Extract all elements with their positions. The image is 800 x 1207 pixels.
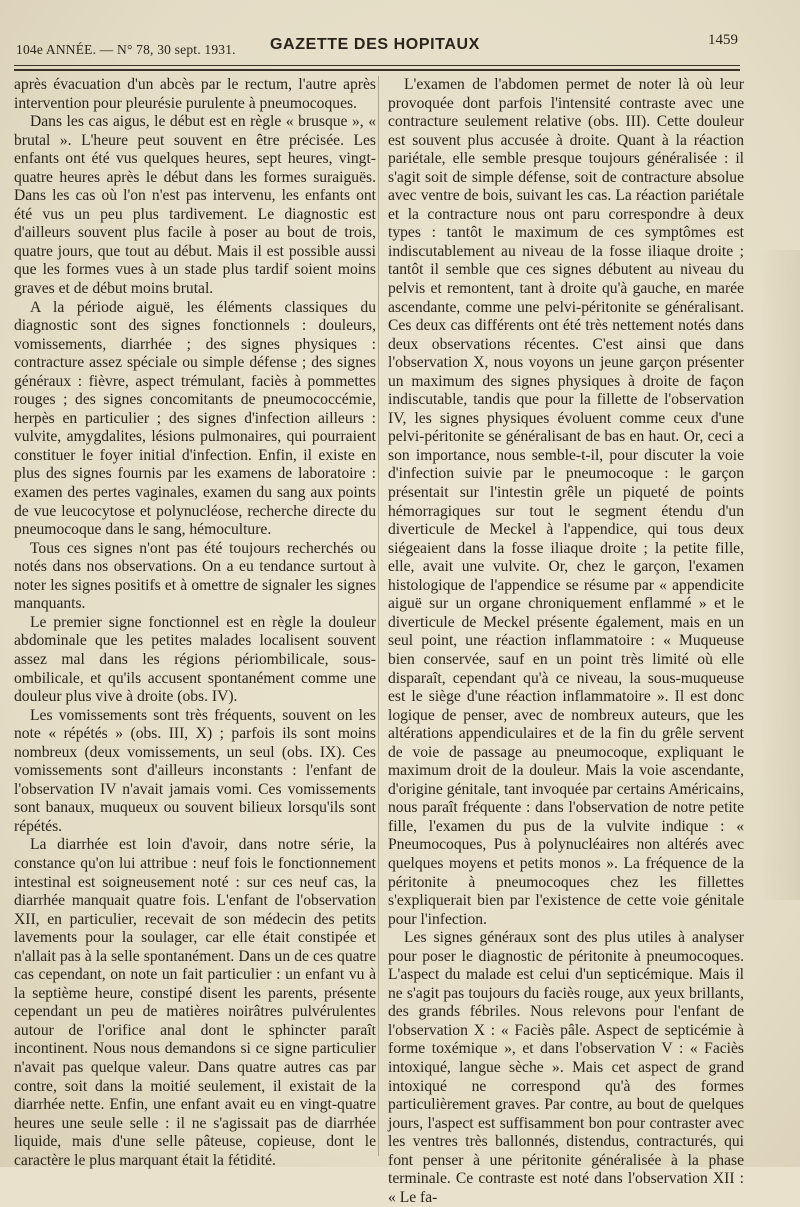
right-column — [388, 76, 744, 1206]
paragraph: Les signes généraux sont des plus utiles à analyser pour poser le diagnostic de péritonite à pneumocoques. L'aspect du malade est celui d'un septicémique. Mais il ne s'agit pas toujours du faciès rouge, aux yeux brillants, des grands fébriles. Nous relevons pour l'enfant de l'observation X : « Faciès pâle. Aspect de septicémie à forme toxémique », et dans l'observation V : « Faciès intoxiqué, langue sèche ». Mais cet aspect de grand intoxiqué ne correspond qu'à des formes particulièrement graves. Par contre, au bout de quelques jours, l'aspect est suffisamment bon pour contraster avec les ventres très ballonnés, distendus, contracturés, qui font penser à une péritonite généralisée à la phase terminale. Ce contraste est noté dans l'observation XII : « Le fa- — [388, 929, 744, 1206]
header-rule-thick — [14, 69, 740, 71]
paragraph: Dans les cas aigus, le début est en règle « brusque », « brutal ». L'heure peut souvent en être précisée. Les enfants ont été vus quelques heures, sept heures, vingt-quatre heures après le début dans les formes suraiguës. Dans les cas où l'on n'est pas intervenu, les enfants ont été vus un peu plus tardivement. Le diagnostic est d'ailleurs souvent plus facile à poser au bout de trois, quatre jours, que tout au début. Mais il est possible aussi que les formes vues à un stade plus tardif soient moins graves et de début moins brutal. — [14, 113, 376, 298]
paragraph: A la période aiguë, les éléments classiques du diagnostic sont des signes fonctionnels : douleurs, vomissements, diarrhée ; des signes physiques : contracture assez spéciale ou simple défense ; des signes généraux : fièvre, aspect trémulant, faciès à pommettes rouges ; des signes concomitants de pneumococcémie, herpès en particulier ; des signes d'infection ailleurs : vulvite, amygdalites, lésions pulmonaires, qui pourraient constituer le foyer initial d'infection. Enfin, il existe en plus des signes fournis par les examens de laboratoire : examen des pertes vaginales, examen du sang aux points de vue leucocytose et polynucléose, recherche directe du pneumocoque dans le sang, hémoculture. — [14, 298, 376, 539]
page-header — [14, 30, 742, 66]
page-number: 1459 — [708, 32, 738, 48]
paragraph: L'examen de l'abdomen permet de noter là où leur provoquée dont parfois l'intensité contraste avec une contracture seulement relative (obs. III). Cette douleur est souvent plus accusée à droite. Quant à la réaction pariétale, elle semble presque toujours généralisée : il s'agit soit de simple défense, soit de contracture absolue avec ventre de bois, suivant les cas. La réaction pariétale et la contracture nous ont paru correspondre à deux types : tantôt le maximum de ces symptômes est indiscutablement au niveau de la fosse iliaque droite ; tantôt il semble que ces signes débutent au niveau du pelvis et remontent, tant à droite qu'à gauche, en marée ascendante, comme une pelvi-péritonite se généralisant. Ces deux cas différents ont été très nettement notés dans deux observations récentes. C'est ainsi que dans l'observation X, nous voyons un jeune garçon présenter un maximum des signes physiques à droite de façon indiscutable, tandis que pour la fillette de l'observation IV, les signes physiques évoluent comme ceux d'une pelvi-péritonite se généralisant de bas en haut. Or, ceci a son importance, nous semble-t-il, pour discuter la voie d'infection suivie par le pneumocoque : le garçon présentait sur l'intestin grêle un piqueté de points hémorragiques sur tout le segment étendu d'un diverticule de Meckel à l'appendice, qui tous deux siégeaient dans la fosse iliaque droite ; la petite fille, elle, avait une vulvite. Or, chez le garçon, l'examen histologique de l'appendice se résume par « appendicite aiguë sur un organe chroniquement enflammé » et le diverticule de Meckel présente également, mais en un seul point, une réaction inflammatoire : « Muqueuse bien conservée, sauf en un point très limité où elle disparaît, cependant qu'à ce niveau, la sous-muqueuse est le siège d'une réaction inflammatoire ». Il est donc logique de penser, avec de nombreux auteurs, que les altérations appendiculaires et de la fin du grêle servent de voie de passage au pneumocoque, expliquant le maximum droit de la douleur. Mais la voie ascendante, d'origine génitale, tant invoquée par certains Américains, nous paraît fréquente : dans l'observation de notre petite fille, l'examen du pus de la vulvite indique : « Pneumocoques, Pus à polynucléaires non altérés avec quelques moyens et petits monos ». La fréquence de la péritonite à pneumocoques chez les fillettes s'expliquerait bien par l'existence de cette voie génitale pour l'infection. — [388, 76, 744, 928]
paragraph: Les vomissements sont très fréquents, souvent on les note « répétés » (obs. III, X) ; parfois ils sont moins nombreux (deux vomissements, un seul (obs. IX). Ces vomissements sont d'ailleurs inconstants : l'enfant de l'observation IV n'avait jamais vomi. Ces vomissements sont banaux, muqueux ou souvent bilieux lorsqu'ils sont répétés. — [14, 706, 376, 835]
column-divider — [378, 76, 379, 1156]
paragraph: La diarrhée est loin d'avoir, dans notre série, la constance qu'on lui attribue : neuf fois le fonctionnement intestinal est soigneusement noté : sur ces neuf cas, la diarrhée manquait quatre fois. L'enfant de l'observation XII, en particulier, recevait de son médecin des petits lavements pour la soulager, car elle était constipée et n'allait pas à la selle spontanément. Dans un de ces quatre cas cependant, on note un fait particulier : un enfant vu à la septième heure, constipé disent les parents, présente cependant un peu de matières noirâtres pulvérulentes autour de l'orifice anal dont le sphincter paraît incontinent. Nous nous demandons si ce signe particulier n'avait pas quelque valeur. Dans quatre autres cas par contre, soit dans la moitié seulement, il existait de la diarrhée nette. Enfin, une enfant avait eu en vingt-quatre heures une seule selle : il ne s'agissait pas de diarrhée liquide, mais d'une selle pâteuse, copieuse, dont le caractère le plus marquant était la fétidité. — [14, 836, 376, 1169]
header-rule-thin — [14, 65, 740, 66]
paragraph: Tous ces signes n'ont pas été toujours recherchés ou notés dans nos observations. On a eu tendance surtout à noter les signes positifs et à omettre de signaler les signes manquants. — [14, 539, 376, 613]
paragraph: après évacuation d'un abcès par le rectum, l'autre après intervention pour pleurésie purulente à pneumocoques. — [14, 76, 376, 112]
issue-line: 104e ANNÉE. — N° 78, 30 sept. 1931. — [16, 42, 236, 57]
journal-title: GAZETTE DES HOPITAUX — [270, 36, 480, 53]
page-edge-shadow — [760, 250, 800, 900]
paragraph: Le premier signe fonctionnel est en règle la douleur abdominale que les petites malades localisent souvent assez mal dans les régions périombilicale, sous-ombilicale, et qu'ils accusent spontanément comme une douleur plus vive à droite (obs. IV). — [14, 613, 376, 706]
left-column — [14, 76, 376, 1169]
